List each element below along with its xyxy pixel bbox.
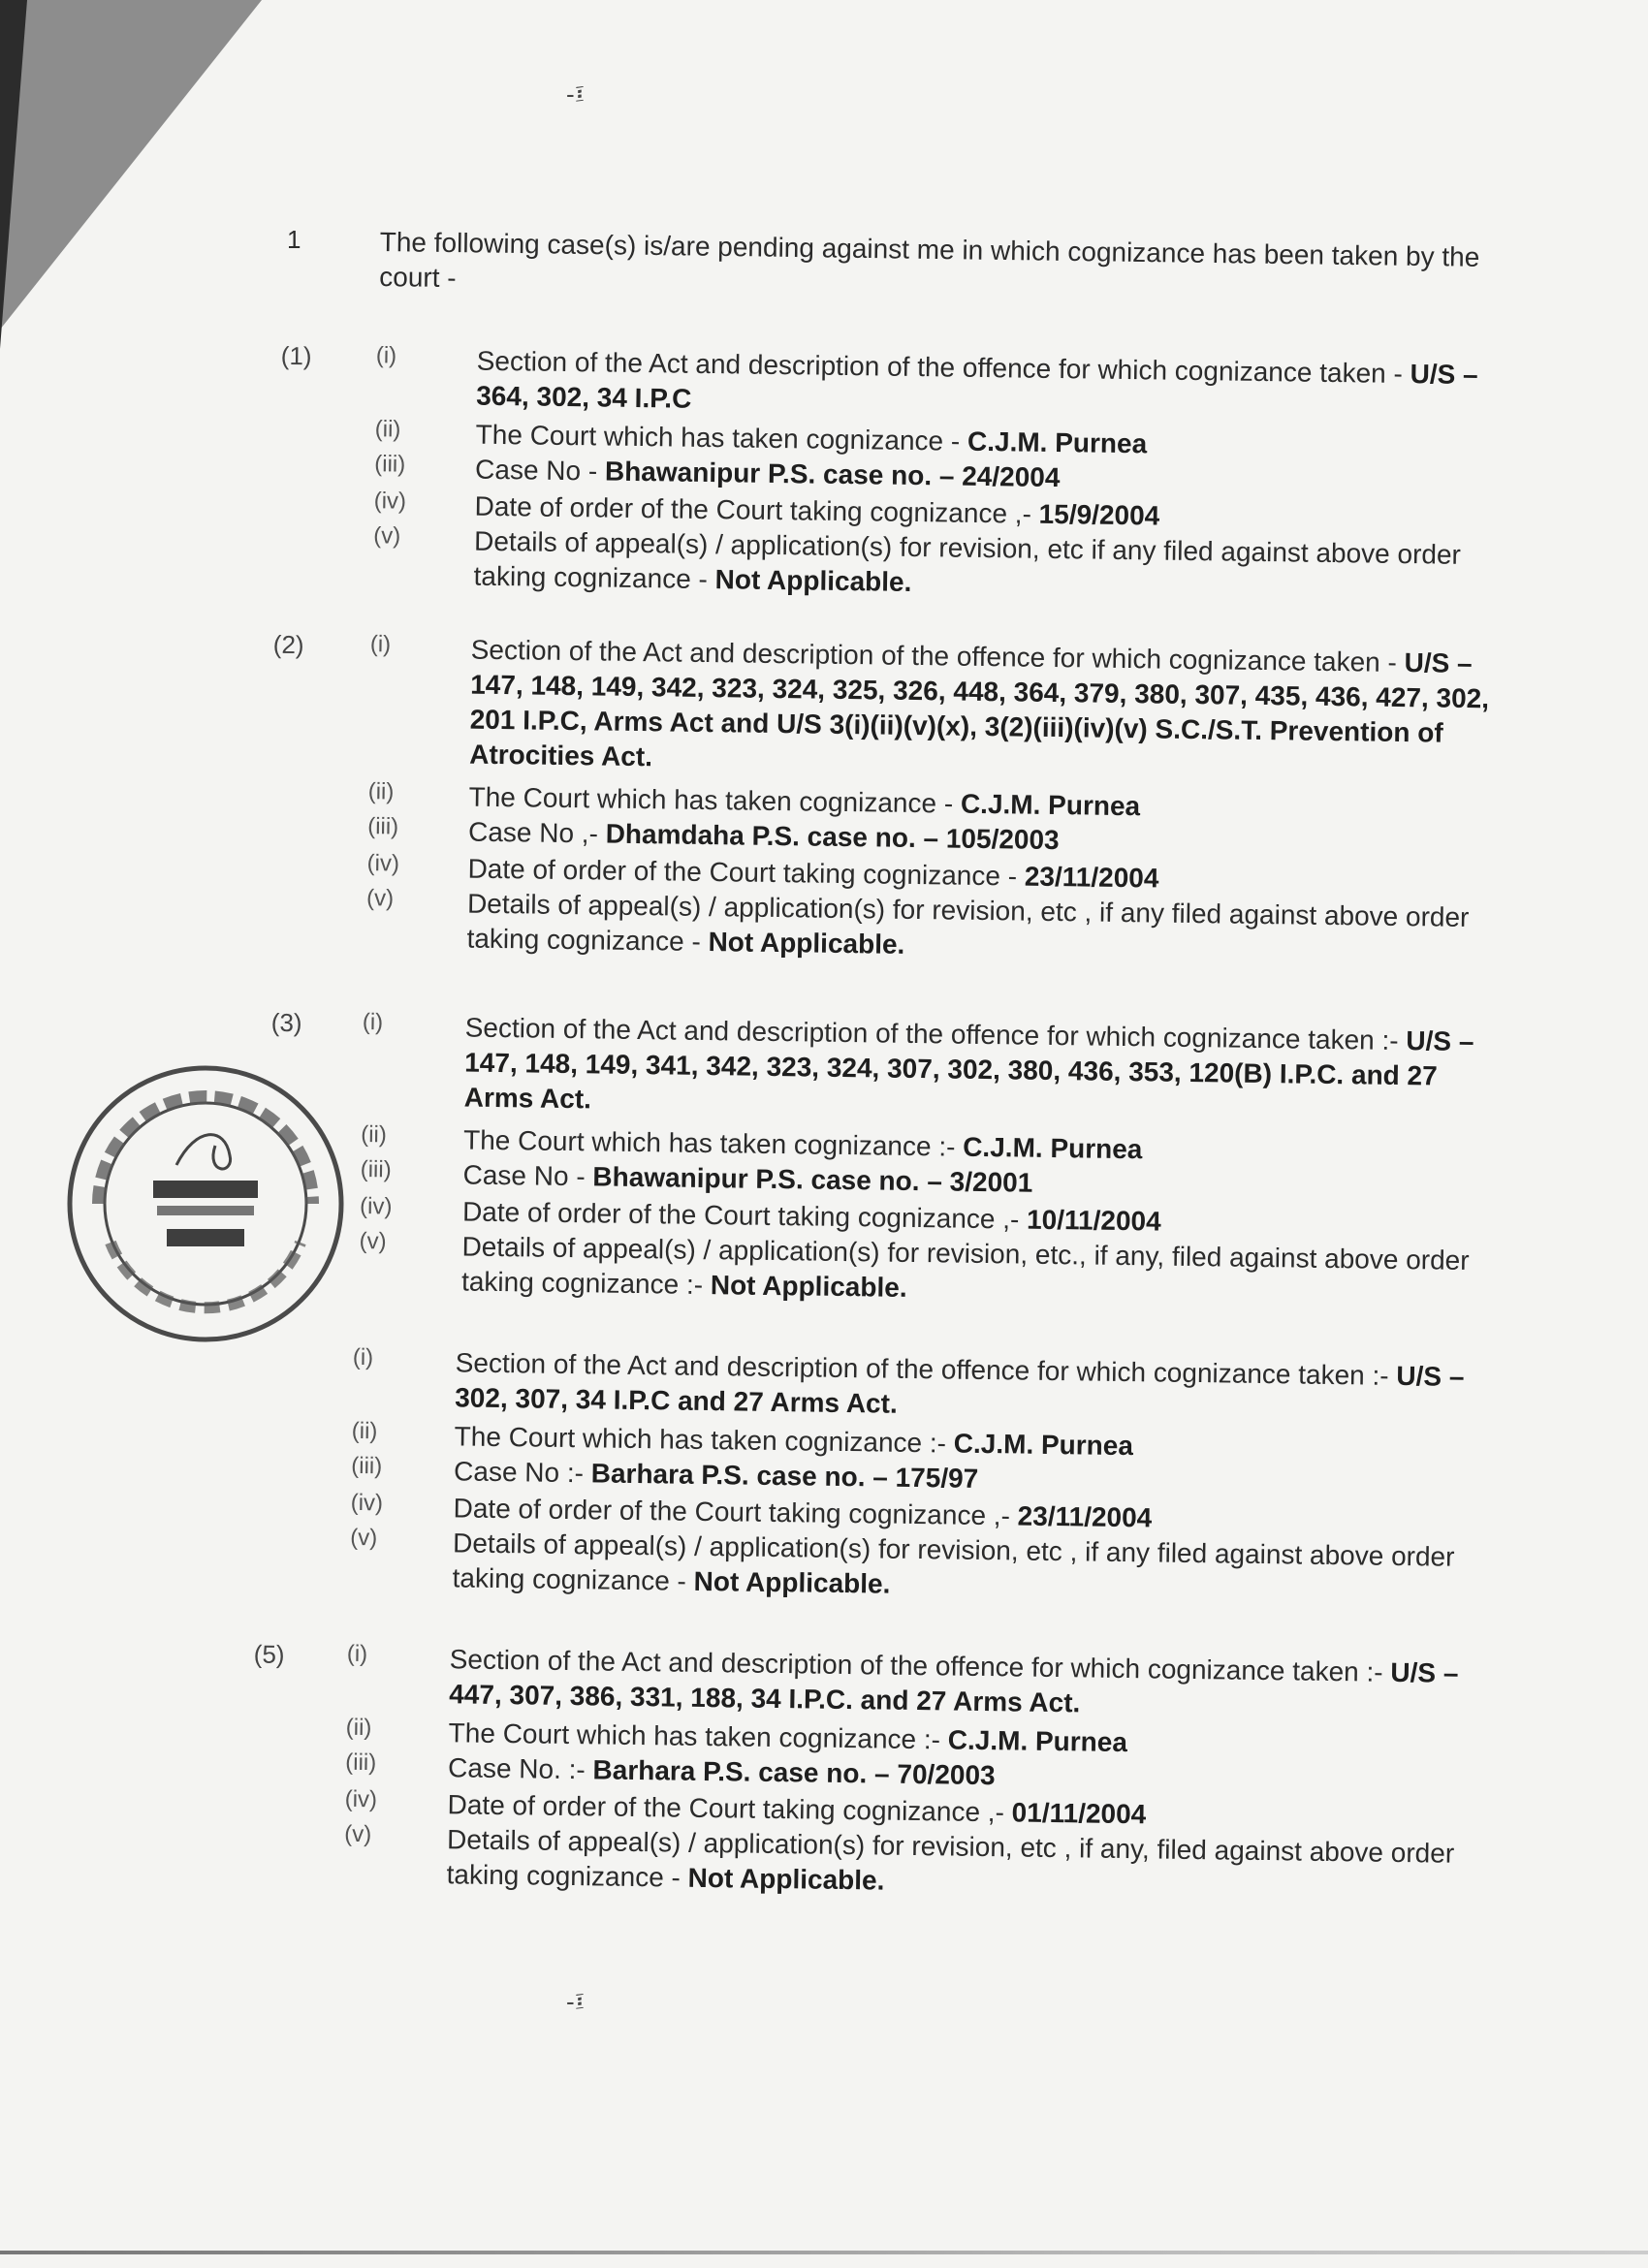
item-value: Bhawanipur P.S. case no. – 24/2004: [604, 456, 1061, 493]
case-number: (2): [272, 629, 304, 660]
item-value: 23/11/2004: [1024, 861, 1159, 894]
case-number: (5): [253, 1639, 285, 1669]
item-value: U/S – 302, 307, 34 I.P.C and 27 Arms Act.: [455, 1360, 1465, 1419]
item-roman-numeral: (ii): [360, 1121, 388, 1149]
item-label: Case No -: [474, 454, 606, 487]
item-roman-numeral: (iii): [360, 1156, 392, 1183]
case-block: [0, 337, 1648, 597]
item-label: Section of the Act and description of the offence for which cognizance taken :-: [464, 1012, 1407, 1056]
item-label: The Court which has taken cognizance :-: [462, 1124, 964, 1162]
item-value: Bhawanipur P.S. case no. – 3/2001: [592, 1161, 1033, 1198]
item-value: U/S – 147, 148, 149, 341, 342, 323, 324, 307, 302, 380, 436, 353, 120(B) I.P.C. and 27 Arms Act.: [463, 1025, 1474, 1115]
item-roman-numeral: (v): [344, 1820, 372, 1848]
item-roman-numeral: (v): [359, 1228, 387, 1255]
item-label: Section of the Act and description of the offence for which cognizance taken -: [476, 345, 1410, 390]
case-number: (1): [280, 340, 312, 371]
item-value: 10/11/2004: [1026, 1204, 1161, 1237]
item-label: Case No ,-: [467, 816, 606, 849]
item-roman-numeral: (ii): [351, 1417, 378, 1445]
item-value: 23/11/2004: [1017, 1500, 1153, 1533]
item-value: Not Applicable.: [710, 1270, 907, 1303]
item-value: 01/11/2004: [1011, 1797, 1147, 1830]
item-value: 15/9/2004: [1038, 498, 1160, 531]
item-roman-numeral: (i): [375, 342, 397, 369]
scan-edge-shadow: [0, 0, 27, 349]
item-roman-numeral: (ii): [367, 778, 395, 805]
item-text: [446, 1822, 1474, 1906]
item-text: [461, 1229, 1490, 1313]
item-text: [476, 344, 1505, 428]
item-label: Date of order of the Court taking cognizance -: [467, 853, 1026, 892]
item-label: Section of the Act and description of the offence for which cognizance taken :-: [455, 1347, 1397, 1391]
circular-seal-icon: [60, 1058, 351, 1349]
item-text: [449, 1642, 1477, 1726]
item-roman-numeral: (iii): [374, 451, 406, 478]
item-roman-numeral: (iii): [366, 813, 399, 840]
item-value: U/S – 364, 302, 34 I.P.C: [476, 359, 1478, 414]
item-roman-numeral: (iii): [351, 1452, 383, 1480]
item-value: Not Applicable.: [693, 1565, 891, 1599]
item-roman-numeral: (iv): [344, 1785, 378, 1813]
item-roman-numeral: (i): [369, 631, 392, 658]
item-label: Date of order of the Court taking cognizance ,-: [453, 1493, 1018, 1531]
case-block: [0, 626, 1648, 960]
case-block: [0, 1004, 1648, 1303]
item-label: The Court which has taken cognizance -: [475, 419, 968, 457]
item-label: Date of order of the Court taking cognizance ,-: [474, 490, 1039, 529]
item-label: Section of the Act and description of the offence for which cognizance taken :-: [449, 1644, 1391, 1687]
item-value: Dhamdaha P.S. case no. – 105/2003: [605, 818, 1060, 856]
item-roman-numeral: (ii): [345, 1714, 372, 1742]
item-label: Details of appeal(s) / application(s) for revision, etc , if any, filed against above order taking cognizance -: [446, 1824, 1455, 1893]
item-value: C.J.M. Purnea: [953, 1428, 1134, 1462]
item-text: [469, 633, 1499, 787]
item-roman-numeral: (v): [373, 522, 401, 550]
item-value: C.J.M. Purnea: [963, 1131, 1143, 1165]
item-text: [455, 1345, 1483, 1430]
item-label: The Court which has taken cognizance :-: [448, 1717, 949, 1755]
item-roman-numeral: (iv): [373, 488, 407, 515]
item-roman-numeral: (v): [350, 1524, 378, 1552]
item-value: C.J.M. Purnea: [960, 788, 1141, 822]
item-label: Case No. :-: [447, 1752, 593, 1785]
item-text: [452, 1526, 1480, 1610]
scan-bottom-edge: [0, 2251, 1648, 2254]
item-roman-numeral: (v): [365, 885, 395, 912]
item-value: Not Applicable.: [687, 1862, 885, 1896]
item-value: C.J.M. Purnea: [947, 1724, 1128, 1758]
item-roman-numeral: (iv): [359, 1193, 393, 1220]
item-label: Details of appeal(s) / application(s) for revision, etc , if any filed against above order taking cognizance -: [466, 888, 1470, 958]
item-label: Details of appeal(s) / application(s) for revision, etc if any filed against above order taking cognizance -: [473, 525, 1462, 595]
item-value: C.J.M. Purnea: [967, 425, 1148, 459]
item-value: U/S – 147, 148, 149, 342, 323, 324, 325, 326, 448, 364, 379, 380, 307, 435, 436, 427, 302, 201 I.P.C, Arms Act and U/S 3(i)(ii)(v)(x), 3(2)(iii)(iv)(v) S.C./S.T. Prevention of Atrocities Act.: [469, 647, 1490, 772]
item-value: Barhara P.S. case no. – 70/2003: [592, 1754, 996, 1791]
case-block: [0, 1636, 1648, 1896]
item-roman-numeral: (iii): [345, 1748, 377, 1777]
item-label: Case No -: [462, 1159, 593, 1192]
item-roman-numeral: (i): [346, 1640, 368, 1668]
item-roman-numeral: (i): [362, 1009, 384, 1036]
scan-corner-shadow: [0, 0, 262, 330]
item-text: [473, 524, 1502, 609]
item-label: The Court which has taken cognizance :-: [454, 1421, 955, 1459]
item-value: U/S – 447, 307, 386, 331, 188, 34 I.P.C. and 27 Arms Act.: [449, 1656, 1459, 1718]
item-label: Details of appeal(s) / application(s) for revision, etc., if any, filed against above order taking cognizance :-: [460, 1231, 1470, 1301]
intro-text: The following case(s) is/are pending against me in which cognizance has been taken by the court -: [379, 226, 1480, 294]
page-number-top: -፤: [566, 79, 586, 109]
intro-number: 1: [287, 225, 301, 254]
item-label: Section of the Act and description of the offence for which cognizance taken -: [470, 634, 1405, 678]
item-text: [466, 887, 1495, 971]
item-value: Barhara P.S. case no. – 175/97: [590, 1458, 979, 1494]
item-roman-numeral: (iv): [350, 1489, 384, 1517]
item-text: [463, 1011, 1492, 1130]
item-label: Details of appeal(s) / application(s) for revision, etc , if any filed against above order taking cognizance -: [452, 1528, 1455, 1596]
item-label: The Court which has taken cognizance -: [468, 781, 962, 819]
item-label: Case No :-: [453, 1456, 591, 1489]
case-number: (3): [270, 1007, 302, 1038]
item-value: Not Applicable.: [708, 927, 905, 960]
item-roman-numeral: (i): [352, 1343, 374, 1371]
item-label: Date of order of the Court taking cognizance ,-: [461, 1196, 1028, 1235]
item-label: Date of order of the Court taking cognizance ,-: [447, 1789, 1012, 1828]
item-value: Not Applicable.: [714, 564, 912, 597]
item-roman-numeral: (ii): [374, 416, 401, 443]
item-roman-numeral: (iv): [366, 850, 400, 877]
page-number-bottom: -፤: [566, 1987, 586, 2016]
